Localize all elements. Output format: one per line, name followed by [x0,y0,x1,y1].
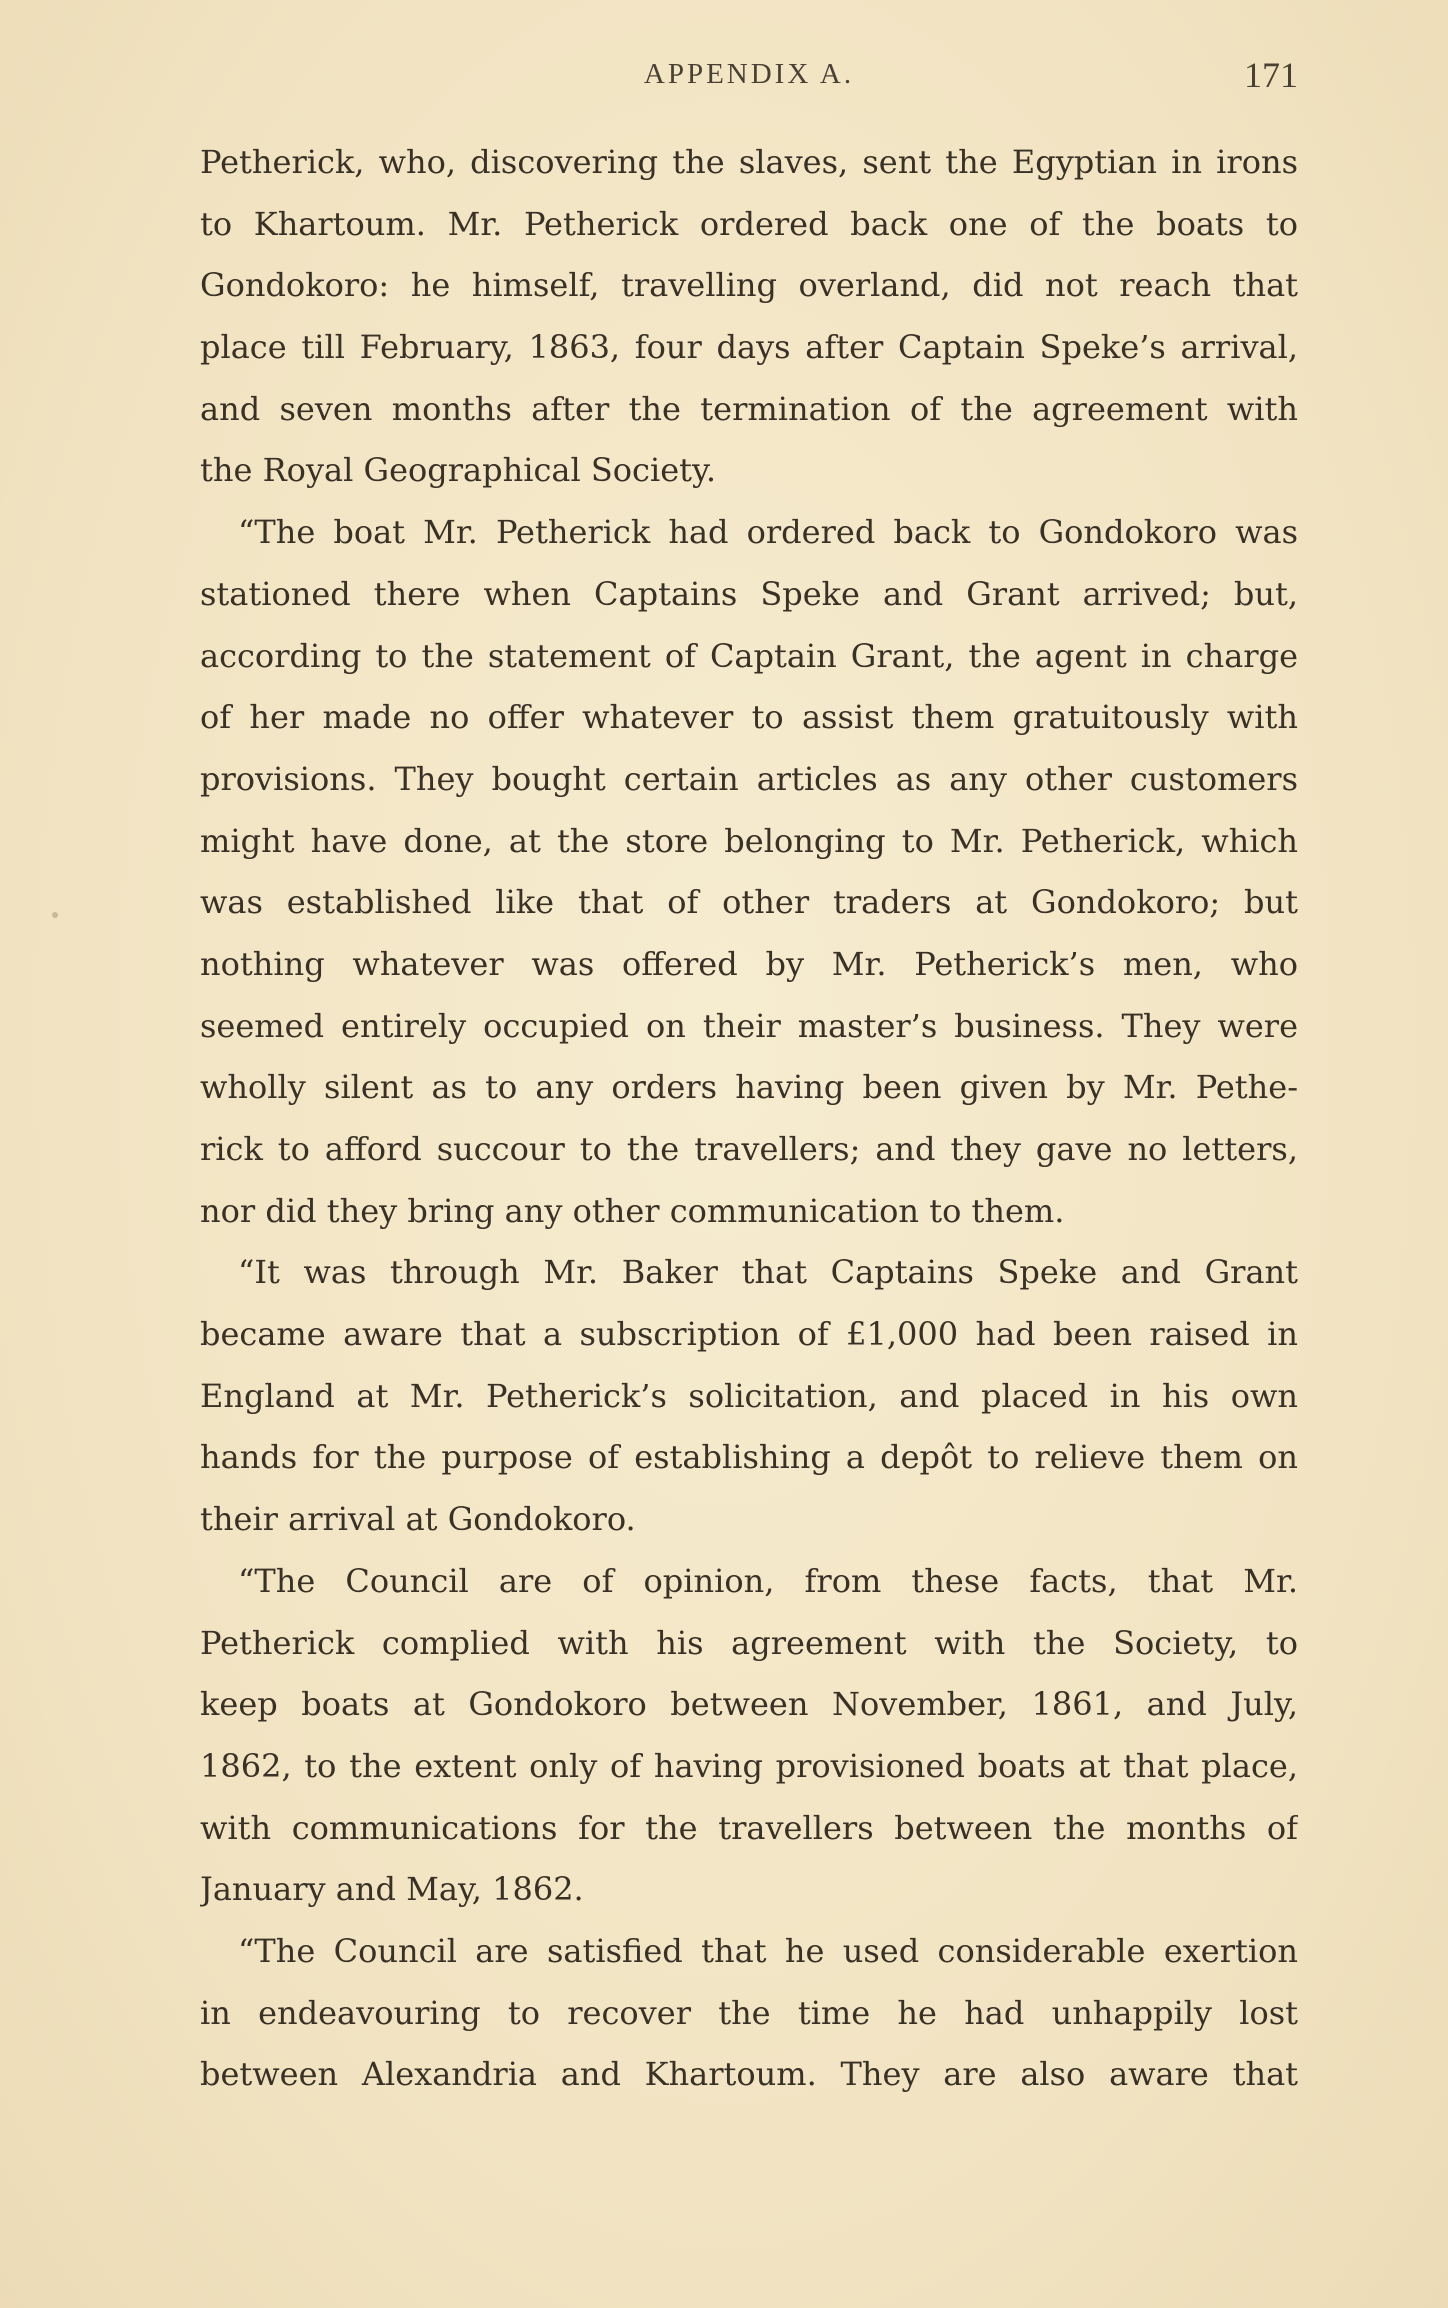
text-line: keep boats at Gondokoro between November, 1861, and July, [200,1685,1298,1724]
text-line: Petherick, who, discovering the slaves, sent the Egyptian in irons [200,143,1298,181]
text-line: “The Council are satisfied that he used considerable exertion [238,1931,1298,1970]
paper-speck [52,912,58,918]
text-line: “It was through Mr. Baker that Captains Speke and Grant [238,1253,1298,1292]
text-line: Gondokoro: he himself, travelling overland, did not reach that [200,266,1298,305]
text-line: “The Council are of opinion, from these facts, that Mr. [238,1561,1298,1600]
body-text [200,132,1298,2106]
text-line: wholly silent as to any orders having been given by Mr. Pethe- [200,1068,1298,1107]
text-line: was established like that of other traders at Gondokoro; but [200,883,1298,922]
text-line: January and May, 1862. [200,1870,584,1909]
text-line: provisions. They bought certain articles as any other customers [200,759,1298,798]
text-line: nor did they bring any other communication to them. [200,1191,1065,1230]
text-line: England at Mr. Petherick’s solicitation, and placed in his own [200,1376,1298,1415]
text-line: seemed entirely occupied on their master’s business. They were [200,1006,1298,1045]
text-line: to Khartoum. Mr. Petherick ordered back one of the boats to [200,204,1298,243]
text-line: might have done, at the store belonging to Mr. Petherick, which [200,821,1298,860]
text-line: stationed there when Captains Speke and Grant arrived; but, [200,574,1298,613]
page-number: 171 [1244,55,1298,95]
text-line: place till February, 1863, four days after Captain Speke’s arrival, [200,328,1298,367]
text-line: according to the statement of Captain Grant, the agent in charge [200,636,1298,675]
text-line: of her made no offer whatever to assist them gratuitously with [200,698,1298,737]
text-line: the Royal Geographical Society. [200,451,716,490]
text-line: hands for the purpose of establishing a depôt to relieve them on [200,1438,1298,1477]
text-line: in endeavouring to recover the time he had unhappily lost [200,1993,1298,2032]
running-head [200,55,1298,108]
text-line: between Alexandria and Khartoum. They are also aware that [200,2055,1298,2094]
text-line: rick to afford succour to the travellers; and they gave no letters, [200,1130,1298,1168]
text-line: and seven months after the termination of the agreement with [200,389,1298,428]
text-line: 1862, to the extent only of having provisioned boats at that place, [200,1746,1298,1785]
text-line: with communications for the travellers between the months of [200,1808,1298,1847]
text-line: Petherick complied with his agreement with the Society, to [200,1623,1298,1662]
text-line: nothing whatever was offered by Mr. Petherick’s men, who [200,944,1298,983]
text-line: “The boat Mr. Petherick had ordered back to Gondokoro was [238,513,1298,552]
text-line: their arrival at Gondokoro. [200,1500,636,1539]
running-title: APPENDIX A. [643,58,855,90]
text-line: became aware that a subscription of £1,000 had been raised in [200,1315,1298,1354]
